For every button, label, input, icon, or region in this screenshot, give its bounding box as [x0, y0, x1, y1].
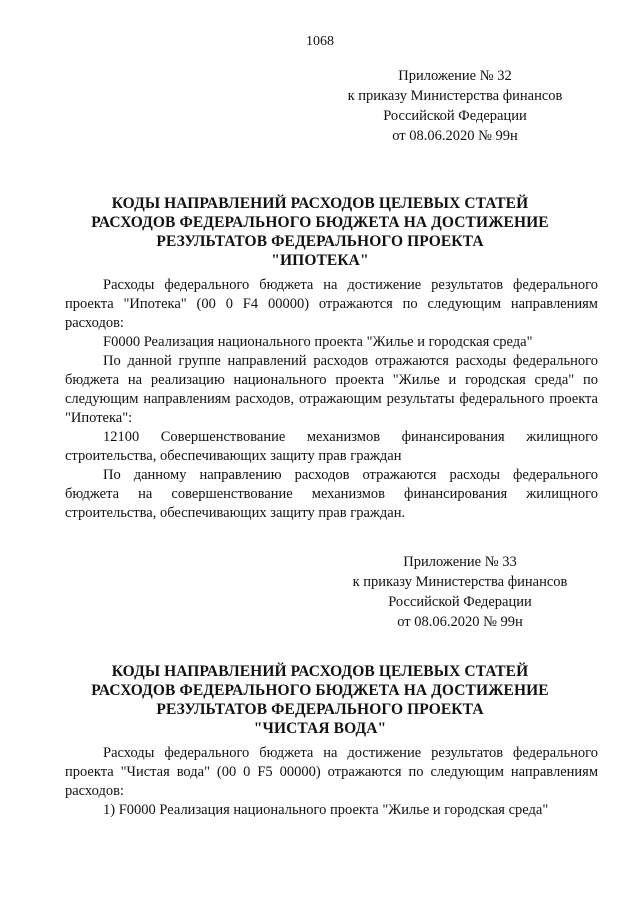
appendix-order-ref: к приказу Министерства финансов [352, 574, 568, 590]
code-word: Совершенствование [160, 429, 286, 445]
code-12100-row [103, 428, 598, 447]
item-1-f0000-line: 1) F0000 Реализация национального проекта "Жилье и городская среда" [103, 802, 549, 818]
code-word: финансирования [401, 429, 505, 445]
code-12100-continuation: строительства, обеспечивающих защиту прав граждан [65, 448, 402, 464]
title-line: РАСХОДОВ ФЕДЕРАЛЬНОГО БЮДЖЕТА НА ДОСТИЖЕНИЕ [91, 682, 549, 699]
appendix-date: от 08.06.2020 № 99н [397, 614, 523, 630]
section-32-intro: Расходы федерального бюджета на достижение результатов федерального проекта "Ипотека" (00 0 F4 00000) отражаются по следующим направлениям расходов: [65, 277, 598, 331]
title-line: КОДЫ НАПРАВЛЕНИЙ РАСХОДОВ ЦЕЛЕВЫХ СТАТЕЙ [111, 195, 529, 212]
title-line: КОДЫ НАПРАВЛЕНИЙ РАСХОДОВ ЦЕЛЕВЫХ СТАТЕЙ [111, 663, 529, 680]
title-line: РЕЗУЛЬТАТОВ ФЕДЕРАЛЬНОГО ПРОЕКТА [156, 701, 484, 718]
section-33-intro: Расходы федерального бюджета на достижение результатов федерального проекта "Чистая вода" (00 0 F5 00000) отражаются по следующим направлениям расходов: [65, 745, 598, 799]
appendix-country: Российской Федерации [383, 108, 527, 124]
section-32-title [60, 194, 580, 270]
appendix-date: от 08.06.2020 № 99н [392, 128, 518, 144]
group-f0000-description: По данной группе направлений расходов отражаются расходы федерального бюджета на реализацию национального проекта "Жилье и городская среда" по следующим направлениям расходов, отражающим результаты федерального проекта "Ипотека": [65, 353, 598, 426]
group-f0000-line: F0000 Реализация национального проекта "Жилье и городская среда" [103, 334, 533, 350]
appendix-32-header [330, 66, 580, 146]
appendix-country: Российской Федерации [388, 594, 532, 610]
section-33-title [60, 662, 580, 738]
code-12100-description: По данному направлению расходов отражаются расходы федерального бюджета на совершенствование механизмов финансирования жилищного строительства, обеспечивающих защиту прав граждан. [65, 467, 598, 521]
code-word: механизмов [306, 429, 381, 445]
code-word: жилищного [526, 429, 598, 445]
appendix-order-ref: к приказу Министерства финансов [347, 88, 563, 104]
title-line: "ИПОТЕКА" [271, 252, 369, 269]
appendix-33-header [335, 552, 585, 632]
appendix-number: Приложение № 32 [398, 68, 512, 84]
page-number: 1068 [306, 34, 334, 49]
title-line: "ЧИСТАЯ ВОДА" [253, 720, 387, 737]
appendix-number: Приложение № 33 [403, 554, 517, 570]
title-line: РЕЗУЛЬТАТОВ ФЕДЕРАЛЬНОГО ПРОЕКТА [156, 233, 484, 250]
title-line: РАСХОДОВ ФЕДЕРАЛЬНОГО БЮДЖЕТА НА ДОСТИЖЕНИЕ [91, 214, 549, 231]
code-number: 12100 [103, 429, 140, 445]
